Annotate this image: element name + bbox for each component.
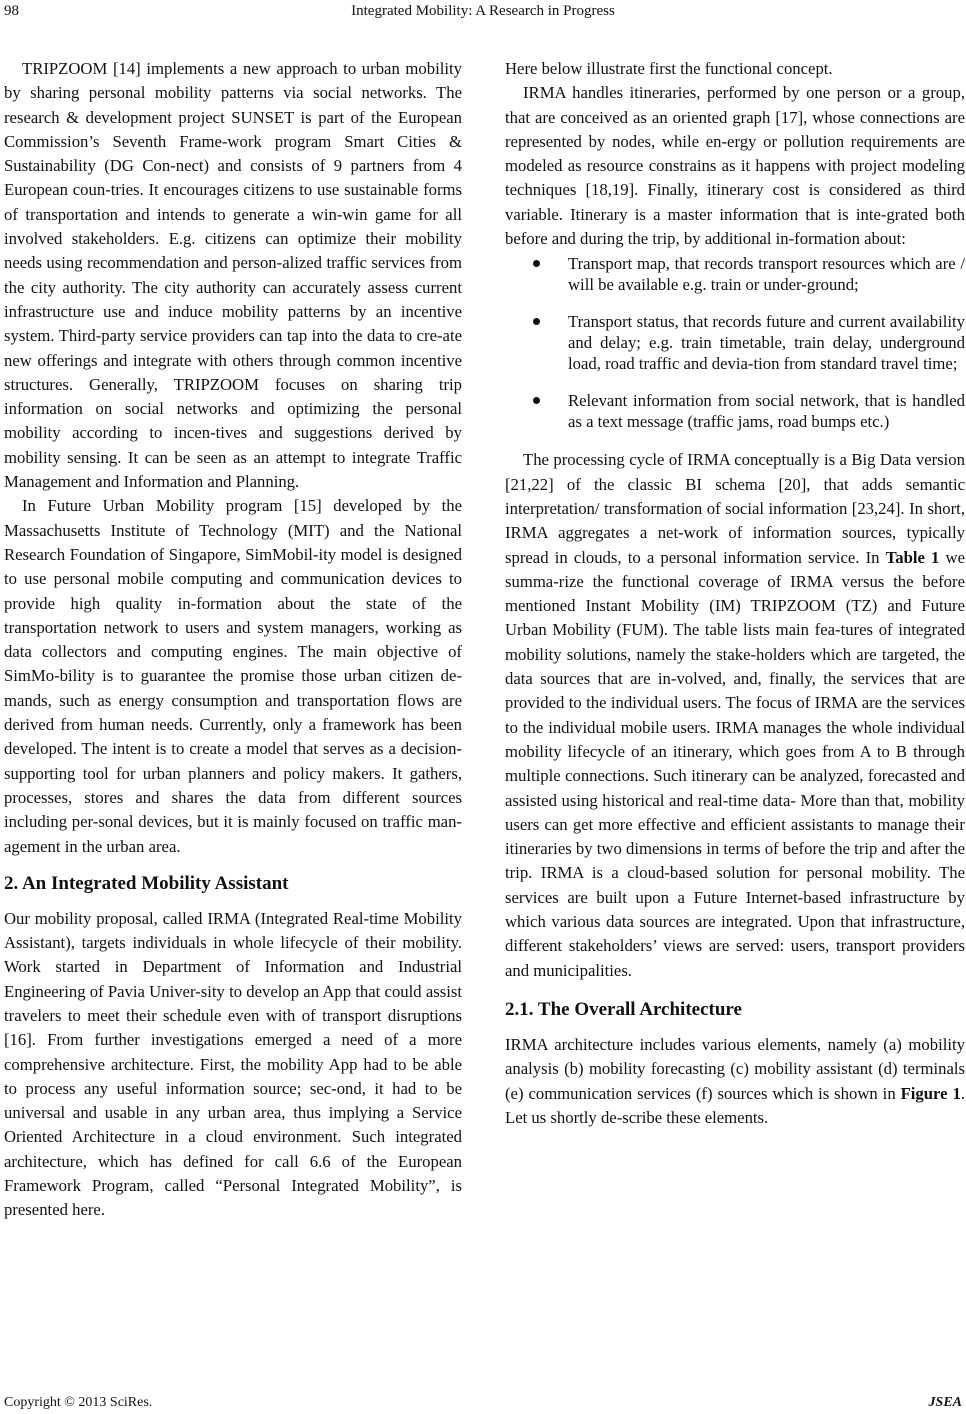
table-reference: Table 1	[885, 547, 940, 567]
page-footer	[4, 1393, 962, 1413]
figure-reference: Figure 1	[900, 1083, 961, 1103]
page-number: 98	[4, 3, 19, 19]
copyright-notice: Copyright © 2013 SciRes.	[4, 1395, 153, 1410]
list-item-text: Transport map, that records transport resources which are / will be available e.g. train or under-ground;	[568, 254, 965, 295]
list-item	[505, 390, 965, 432]
left-column	[4, 57, 462, 1223]
paragraph-irma-proposal: Our mobility proposal, called IRMA (Integrated Real-time Mobility Assistant), targets individuals in whole lifecycle of their mobility. Work started in Department of Information and Industrial Engineering of Pavia Univer-sity to develop an App that could assist travelers to meet their schedule even with of transport disruptions [16]. From further investigations emerged a need of a more comprehensive architecture. First, the mobility App had to be able to process any useful information source; sec-ond, it had to be universal and usable in any urban area, thus implying a Service Oriented Architecture in a cloud environment. Such integrated architecture, which has defined for call 6.6 of the European Framework Program, called “Personal Integrated Mobility”, is presented here.	[4, 908, 462, 1220]
paragraph-itineraries: IRMA handles itineraries, performed by one person or a group, that are conceived as an oriented graph [17], whose connections are represented by nodes, while en-ergy or pollution requirements are modeled as resource constrains as it happens with project modeling techniques [18,19]. Finally, itinerary cost is considered as third variable. Itinerary is a master information that is inte-grated both before and during the trip, by additional in-formation about:	[505, 83, 965, 249]
paragraph-future-urban-mobility: In Future Urban Mobility program [15] developed by the Massachusetts Institute of Technology (MIT) and the National Research Foundation of Singapore, SimMobil-ity model is designed to use personal mobile computing and communication devices to provide high quality in-formation about the state of the transportation network to users and system managers, working as data collectors and computing engines. The main objective of SimMo-bility is to guarantee the promise those urban citizen de-mands, such as energy consumption and transportation flows are derived from human needs. Currently, only a framework has been developed. The intent is to create a model that serves as a decision-supporting tool for urban planners and policy makers. It gathers, processes, stores and shares the data from different sources including per-sonal devices, but it is mainly focused on traffic man-agement in the urban area.	[4, 496, 462, 856]
paragraph-architecture	[505, 1033, 965, 1130]
right-column	[505, 57, 965, 1130]
paragraph-processing-cycle	[505, 448, 965, 983]
running-title: Integrated Mobility: A Research in Progress	[351, 3, 615, 19]
list-item	[505, 311, 965, 374]
text-run: we summa-rize the functional coverage of IRMA versus the before mentioned Instant Mobility (IM) TRIPZOOM (TZ) and Future Urban Mobility (FUM). The table lists main fea-tures of integrated mobility solutions, namely the stake-holders which are targeted, the data sources that are in-volved, and, finally, the services that are provided to the individual users. The focus of IRMA are the services to the individual mobile users. IRMA manages the whole individual mobility lifecycle of an itinerary, which goes from A to B through multiple connections. Such itinerary can be analyzed, forecasted and assisted using historical and real-time data- More than that, mobility users can get more effective and efficient assistants to manage their itineraries by two dimensions in terms of before the trip and after the trip. IRMA is a cloud-based solution for personal mobility. The services are built upon a Future Internet-based infrastructure by which various data sources are integrated. Upon that infrastructure, different stakeholders’ views are served: users, transport providers and municipalities.	[505, 547, 965, 980]
paragraph-tripzoom: TRIPZOOM [14] implements a new approach to urban mobility by sharing personal mobility patterns via social networks. The research & development project SUNSET is part of the European Commission’s Seventh Frame-work program Smart Cities & Sustainability (DG Con-nect) and consists of 9 partners from 4 European coun-tries. It encourages citizens to use sustainable forms of transportation and intends to generate a win-win game for all involved stakeholders. E.g. citizens can optimize their mobility needs using recommendation and person-alized traffic services from the city authority. The city authority can accurately assess current infrastructure use and induce mobility patterns by an incentive system. Third-party service providers can tap into the data to cre-ate new offerings and integrate with others through common incentive structures. Generally, TRIPZOOM focuses on sharing trip information on social networks and optimizing the personal mobility according to incen-tives and suggestions derived by mobility sensing. It can be seen as an attempt to integrate Traffic Management and Information and Planning.	[4, 59, 462, 492]
text-run: The processing cycle of IRMA conceptually is a Big Data version [21,22] of the classic BI schema [20], that adds semantic interpretation/ transformation of social information [23,24]. In short, IRMA aggregates a net-work of information sources, typically spread in clouds, to a personal information service. In	[505, 450, 965, 567]
subsection-heading: 2.1. The Overall Architecture	[505, 998, 742, 1020]
bullet-list	[505, 253, 965, 432]
list-item	[505, 253, 965, 295]
journal-abbreviation: JSEA	[928, 1395, 962, 1410]
section-heading: 2. An Integrated Mobility Assistant	[4, 872, 289, 894]
list-item-text: Transport status, that records future and current availability and delay; e.g. train timetable, train delay, underground load, road traffic and devia-tion from standard travel time;	[568, 312, 965, 374]
text-run: IRMA architecture includes various elements, namely (a) mobility analysis (b) mobility forecasting (c) mobility assistant (d) terminals (e) communication services (f) sources which is shown in	[505, 1034, 965, 1103]
bullet-icon	[533, 260, 540, 267]
paragraph-intro: Here below illustrate first the functional concept.	[505, 59, 833, 78]
bullet-icon	[533, 318, 540, 325]
list-item-text: Relevant information from social network, that is handled as a text message (traffic jams, road bumps etc.)	[568, 391, 965, 432]
text-run: . Let us shortly de-scribe these elements.	[505, 1083, 966, 1127]
running-head	[0, 0, 966, 22]
bullet-icon	[533, 397, 540, 404]
